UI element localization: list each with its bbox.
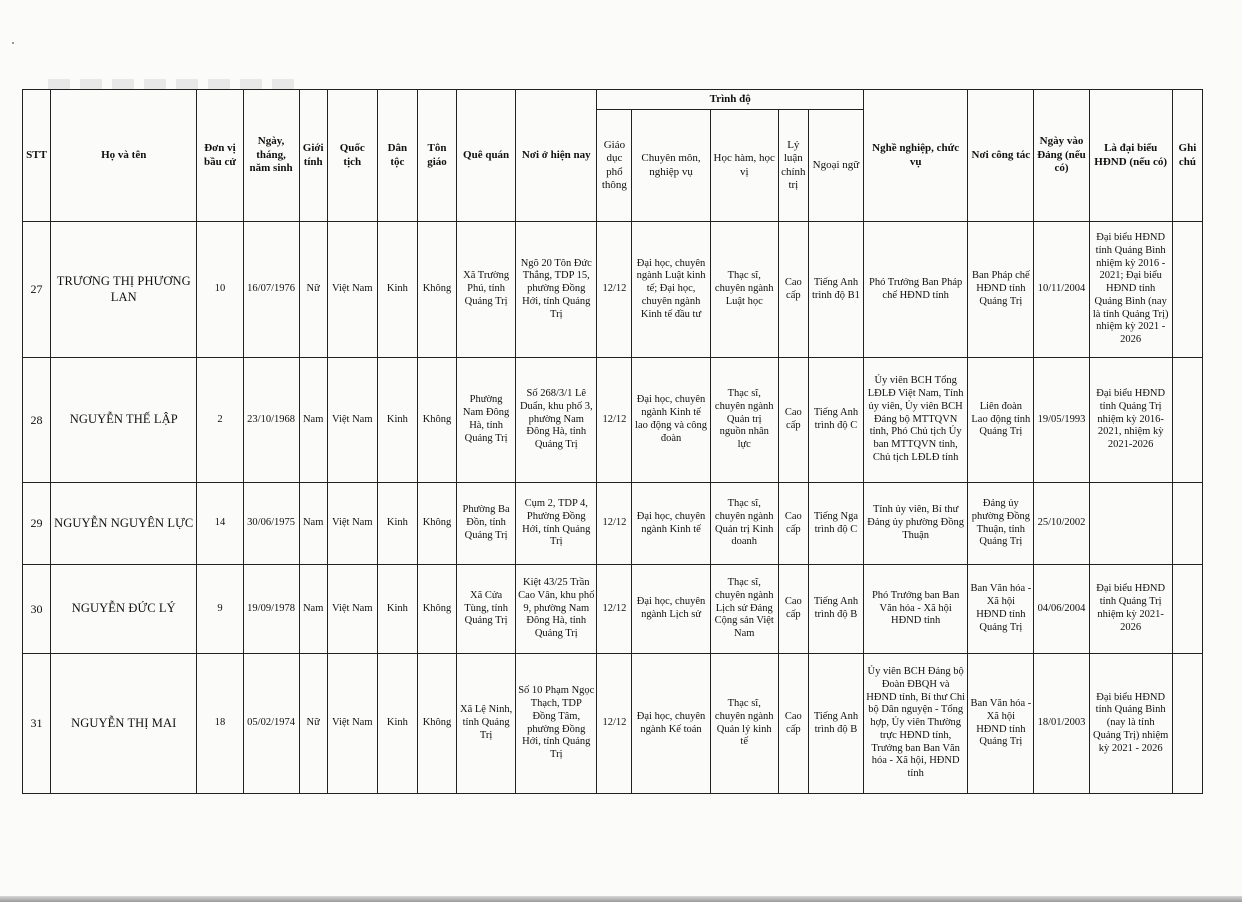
cell-workplace: Liên đoàn Lao động tỉnh Quảng Trị: [968, 358, 1034, 483]
cell-gender: Nam: [299, 358, 327, 483]
cell-hometown: Phường Ba Đồn, tỉnh Quảng Trị: [457, 483, 516, 565]
header-name: Họ và tên: [51, 90, 197, 222]
header-degree: Học hàm, học vị: [710, 110, 778, 222]
cell-hometown: Xã Trường Phú, tỉnh Quảng Trị: [457, 222, 516, 358]
cell-workplace: Ban Văn hóa - Xã hội HĐND tỉnh Quảng Trị: [968, 565, 1034, 654]
cell-notes: [1172, 654, 1202, 794]
page-edge-shadow: [0, 896, 1242, 902]
header-general-edu: Giáo dục phổ thông: [597, 110, 632, 222]
cell-political: Cao cấp: [778, 358, 808, 483]
cell-party-date: 10/11/2004: [1034, 222, 1089, 358]
cell-hdnd-delegate: Đại biểu HĐND tỉnh Quảng Trị nhiệm kỳ 2016-2021, nhiệm kỳ 2021-2026: [1089, 358, 1172, 483]
header-hdnd-delegate: Là đại biểu HĐND (nếu có): [1089, 90, 1172, 222]
cell-stt: 27: [23, 222, 51, 358]
cell-workplace: Ban Văn hóa - Xã hội HĐND tỉnh Quảng Trị: [968, 654, 1034, 794]
scan-smudge: [48, 79, 298, 89]
cell-nationality: Việt Nam: [327, 483, 377, 565]
cell-hometown: Xã Cửa Tùng, tỉnh Quảng Trị: [457, 565, 516, 654]
cell-degree: Thạc sĩ, chuyên ngành Quản trị nguồn nhân lực: [710, 358, 778, 483]
header-workplace: Nơi công tác: [968, 90, 1034, 222]
cell-dob: 19/09/1978: [243, 565, 299, 654]
header-notes: Ghi chú: [1172, 90, 1202, 222]
cell-degree: Thạc sĩ, chuyên ngành Lịch sử Đảng Cộng sản Việt Nam: [710, 565, 778, 654]
cell-unit: 10: [197, 222, 243, 358]
cell-name: NGUYỄN THỊ MAI: [51, 654, 197, 794]
cell-specialty: Đại học, chuyên ngành Kinh tế: [632, 483, 710, 565]
cell-hdnd-delegate: Đại biểu HĐND tỉnh Quảng Bình nhiệm kỳ 2016 - 2021; Đại biểu HĐND tỉnh Quảng Bình (nay là tỉnh Quảng Trị) nhiệm kỳ 2021 - 2026: [1089, 222, 1172, 358]
cell-political: Cao cấp: [778, 654, 808, 794]
scan-speck: [12, 42, 14, 44]
cell-name: NGUYỄN NGUYÊN LỰC: [51, 483, 197, 565]
cell-name: NGUYỄN THẾ LẬP: [51, 358, 197, 483]
cell-residence: Số 10 Phạm Ngọc Thạch, TDP Đồng Tâm, phường Đồng Hới, tỉnh Quảng Trị: [516, 654, 597, 794]
cell-specialty: Đại học, chuyên ngành Kinh tế lao động và công đoàn: [632, 358, 710, 483]
cell-ethnicity: Kinh: [377, 565, 417, 654]
header-hometown: Quê quán: [457, 90, 516, 222]
header-nationality: Quốc tịch: [327, 90, 377, 222]
cell-gender: Nam: [299, 483, 327, 565]
cell-dob: 23/10/1968: [243, 358, 299, 483]
table-row: [23, 222, 1203, 358]
cell-party-date: 19/05/1993: [1034, 358, 1089, 483]
cell-hdnd-delegate: [1089, 483, 1172, 565]
cell-residence: Số 268/3/1 Lê Duẩn, khu phố 3, phường Nam Đông Hà, tỉnh Quảng Trị: [516, 358, 597, 483]
cell-residence: Kiệt 43/25 Trần Cao Vân, khu phố 9, phường Nam Đông Hà, tỉnh Quảng Trị: [516, 565, 597, 654]
table-row: [23, 358, 1203, 483]
cell-occupation: Ủy viên BCH Đảng bộ Đoàn ĐBQH và HĐND tỉnh, Bí thư Chi bộ Dân nguyện - Tổng hợp, Ủy viên Thường trực HĐND tỉnh, Trưởng ban Ban Văn hóa - Xã hội, HĐND tỉnh: [864, 654, 968, 794]
header-specialty: Chuyên môn, nghiệp vụ: [632, 110, 710, 222]
cell-dob: 05/02/1974: [243, 654, 299, 794]
cell-gender: Nữ: [299, 222, 327, 358]
header-stt: STT: [23, 90, 51, 222]
cell-specialty: Đại học, chuyên ngành Luật kinh tế; Đại học, chuyên ngành Kinh tế đầu tư: [632, 222, 710, 358]
cell-dob: 30/06/1975: [243, 483, 299, 565]
cell-occupation: Phó Trưởng Ban Pháp chế HĐND tỉnh: [864, 222, 968, 358]
cell-religion: Không: [417, 222, 456, 358]
table-row: [23, 565, 1203, 654]
cell-nationality: Việt Nam: [327, 222, 377, 358]
table-row: [23, 654, 1203, 794]
header-education-group: Trình độ: [597, 90, 864, 110]
cell-religion: Không: [417, 483, 456, 565]
cell-unit: 2: [197, 358, 243, 483]
cell-language: Tiếng Anh trình độ C: [808, 358, 863, 483]
cell-religion: Không: [417, 565, 456, 654]
header-ethnicity: Dân tộc: [377, 90, 417, 222]
header-language: Ngoại ngữ: [808, 110, 863, 222]
cell-general-edu: 12/12: [597, 565, 632, 654]
cell-degree: Thạc sĩ, chuyên ngành Quản lý kinh tế: [710, 654, 778, 794]
header-party-date: Ngày vào Đảng (nếu có): [1034, 90, 1089, 222]
cell-nationality: Việt Nam: [327, 565, 377, 654]
cell-notes: [1172, 222, 1202, 358]
cell-stt: 31: [23, 654, 51, 794]
cell-ethnicity: Kinh: [377, 358, 417, 483]
cell-language: Tiếng Anh trình độ B: [808, 654, 863, 794]
cell-general-edu: 12/12: [597, 483, 632, 565]
cell-religion: Không: [417, 358, 456, 483]
cell-general-edu: 12/12: [597, 222, 632, 358]
cell-party-date: 04/06/2004: [1034, 565, 1089, 654]
cell-degree: Thạc sĩ, chuyên ngành Quản trị Kinh doanh: [710, 483, 778, 565]
header-gender: Giới tính: [299, 90, 327, 222]
cell-notes: [1172, 358, 1202, 483]
header-residence: Nơi ở hiện nay: [516, 90, 597, 222]
cell-residence: Ngõ 20 Tôn Đức Thắng, TDP 15, phường Đồng Hới, tỉnh Quảng Trị: [516, 222, 597, 358]
cell-nationality: Việt Nam: [327, 654, 377, 794]
cell-workplace: Ban Pháp chế HĐND tỉnh Quảng Trị: [968, 222, 1034, 358]
cell-gender: Nam: [299, 565, 327, 654]
cell-stt: 28: [23, 358, 51, 483]
cell-specialty: Đại học, chuyên ngành Lịch sử: [632, 565, 710, 654]
cell-unit: 9: [197, 565, 243, 654]
cell-ethnicity: Kinh: [377, 222, 417, 358]
cell-political: Cao cấp: [778, 222, 808, 358]
cell-notes: [1172, 565, 1202, 654]
cell-party-date: 25/10/2002: [1034, 483, 1089, 565]
cell-stt: 30: [23, 565, 51, 654]
cell-religion: Không: [417, 654, 456, 794]
candidate-table: [22, 89, 1203, 794]
cell-unit: 18: [197, 654, 243, 794]
cell-name: TRƯƠNG THỊ PHƯƠNG LAN: [51, 222, 197, 358]
cell-political: Cao cấp: [778, 483, 808, 565]
cell-general-edu: 12/12: [597, 358, 632, 483]
cell-party-date: 18/01/2003: [1034, 654, 1089, 794]
cell-unit: 14: [197, 483, 243, 565]
cell-general-edu: 12/12: [597, 654, 632, 794]
header-occupation: Nghề nghiệp, chức vụ: [864, 90, 968, 222]
cell-gender: Nữ: [299, 654, 327, 794]
cell-degree: Thạc sĩ, chuyên ngành Luật học: [710, 222, 778, 358]
cell-occupation: Ủy viên BCH Tổng LĐLĐ Việt Nam, Tỉnh ủy viên, Ủy viên BCH Đảng bộ MTTQVN tỉnh, Phó Chủ tịch Ủy ban MTTQVN tỉnh, Chủ tịch LĐLĐ tỉnh: [864, 358, 968, 483]
cell-nationality: Việt Nam: [327, 358, 377, 483]
cell-specialty: Đại học, chuyên ngành Kế toán: [632, 654, 710, 794]
cell-name: NGUYỄN ĐỨC LÝ: [51, 565, 197, 654]
cell-language: Tiếng Anh trình độ B: [808, 565, 863, 654]
cell-residence: Cụm 2, TDP 4, Phường Đồng Hới, tỉnh Quảng Trị: [516, 483, 597, 565]
cell-hometown: Phường Nam Đông Hà, tỉnh Quảng Trị: [457, 358, 516, 483]
cell-hometown: Xã Lệ Ninh, tỉnh Quảng Trị: [457, 654, 516, 794]
cell-stt: 29: [23, 483, 51, 565]
cell-political: Cao cấp: [778, 565, 808, 654]
header-political: Lý luận chính trị: [778, 110, 808, 222]
cell-notes: [1172, 483, 1202, 565]
cell-language: Tiếng Nga trình độ C: [808, 483, 863, 565]
cell-hdnd-delegate: Đại biểu HĐND tỉnh Quảng Trị nhiệm kỳ 2021-2026: [1089, 565, 1172, 654]
header-religion: Tôn giáo: [417, 90, 456, 222]
cell-dob: 16/07/1976: [243, 222, 299, 358]
cell-ethnicity: Kinh: [377, 654, 417, 794]
cell-workplace: Đảng ủy phường Đồng Thuận, tỉnh Quảng Trị: [968, 483, 1034, 565]
table-row: [23, 483, 1203, 565]
header-dob: Ngày, tháng, năm sinh: [243, 90, 299, 222]
cell-occupation: Tỉnh ủy viên, Bí thư Đảng ủy phường Đồng Thuận: [864, 483, 968, 565]
cell-ethnicity: Kinh: [377, 483, 417, 565]
cell-language: Tiếng Anh trình độ B1: [808, 222, 863, 358]
cell-hdnd-delegate: Đại biểu HĐND tỉnh Quảng Bình (nay là tỉnh Quảng Trị) nhiệm kỳ 2021 - 2026: [1089, 654, 1172, 794]
header-unit: Đơn vị bầu cử: [197, 90, 243, 222]
cell-occupation: Phó Trưởng ban Ban Văn hóa - Xã hội HĐND tỉnh: [864, 565, 968, 654]
